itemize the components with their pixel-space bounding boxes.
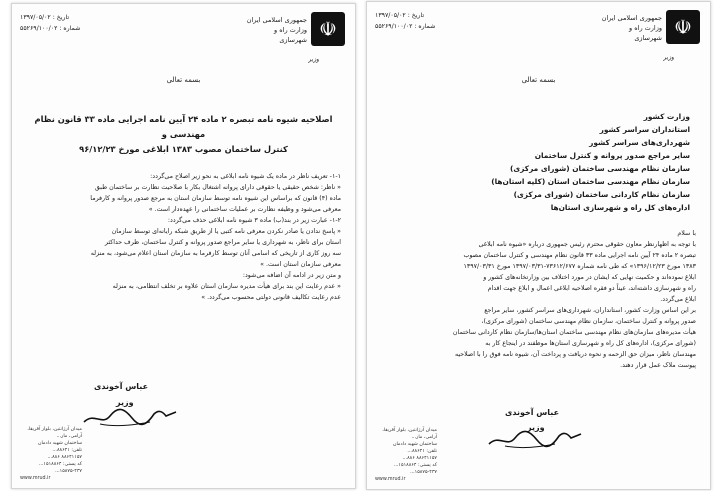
signer-name: عباس آخوندی bbox=[94, 382, 149, 391]
signer-role: وزیر bbox=[116, 398, 134, 407]
body-line: ۱۳۸۳ مورخ ۱۳۹۶/۱۲/۲۳» که طی نامه شماره ۷۳۶۱۲/۶۷۷-۱۳۹۷/۰۳/۳۱ مورخ ۱۳۹۷/۰۳/۳۱ bbox=[463, 263, 696, 270]
org-name bbox=[245, 15, 307, 45]
document-title bbox=[30, 112, 337, 157]
body-line: بر این اساس وزارت کشور، استانداران، شهرداری‌های سراسر کشور، سایر مراجع bbox=[484, 307, 696, 314]
letter-body bbox=[26, 171, 341, 303]
letter-footer bbox=[375, 427, 437, 483]
title-line-2: کنترل ساختمان مصوب ۱۳۸۳ ابلاغی مورخ ۹۶/۱۲/۲۳ bbox=[79, 144, 288, 154]
letter-body bbox=[381, 228, 696, 371]
body-line: استان برای ناظر، به شهرداری یا سایر مراجع صدور پروانه و کنترل ساختمان، ظرف حداکثر bbox=[104, 239, 341, 246]
body-line: (شورای مرکزی)، اداره‌های کل راه و شهرسازی استان‌ها موظفند در اینجاع کار به bbox=[485, 340, 696, 347]
body-line: « ناظر: شخص حقیقی یا حقوقی دارای پروانه اشتغال بکار با صلاحیت نظارت بر ساختمان طبق bbox=[94, 184, 341, 191]
recipient: وزارت کشور bbox=[643, 112, 690, 121]
letter-date: تاریخ : ۱۳۹۷/۰۵/۰۲ bbox=[375, 12, 425, 19]
title-line-1: اصلاحیه شیوه نامه تبصره ۲ ماده ۲۴ آیین نامه اجرایی ماده ۳۳ قانون نظام مهندسی و bbox=[34, 114, 333, 139]
signer-name: عباس آخوندی bbox=[505, 408, 560, 417]
footer-line: ۱۵۸۷۵-۴۳۷... bbox=[55, 469, 82, 474]
org-line-2: وزارت راه و شهرسازی bbox=[629, 24, 662, 42]
footer-line: میدان آرژانتین، بلوار آفریقا، bbox=[382, 428, 437, 433]
body-line: صدور پروانه و کنترل ساختمان، سازمان نظام مهندسی ساختمان (شورای مرکزی)، bbox=[481, 318, 696, 325]
iran-emblem-icon: ☫ bbox=[666, 10, 700, 44]
letter-date-number bbox=[20, 12, 110, 34]
body-line: ۱-۱- تعریف ناظر در ماده یک شیوه نامه ابلاغی به نحو زیر اصلاح می‌گردد: bbox=[150, 173, 341, 180]
org-line-1: جمهوری اسلامی ایران bbox=[601, 14, 662, 22]
body-line: « پاسخ ندادن یا صادر نکردن معرفی نامه کتبی یا از طریق شبکه رایانه‌ای توسط سازمان bbox=[111, 228, 341, 235]
letter-date-number bbox=[375, 10, 465, 32]
signature-icon bbox=[485, 426, 585, 452]
body-line: « عدم رعایت این بند برای هیأت مدیره سازمان استان علاوه بر تخلف انتظامی، به منزله bbox=[112, 283, 341, 290]
letter-page-amendment bbox=[11, 3, 356, 489]
salutation: با سلام bbox=[677, 230, 696, 237]
body-line: ابلاغ نموده‌اند و حکمیت نهایی که ایشان در مورد اختلاف بین وزارتخانه‌های کشور و bbox=[483, 274, 696, 281]
bismillah: بسمه تعالی bbox=[521, 76, 556, 84]
recipient: استانداران سراسر کشور bbox=[599, 125, 690, 134]
letter-number: شماره : ۵۵۲۶۹/۱۰۰/۰۲ bbox=[375, 23, 436, 30]
footer-line: کد پستی: ۱۵۱۸۸۶۴... bbox=[393, 463, 437, 468]
body-line: مهندسان ناظر، میزان حق الزحمه و نحوه دریافت و پرداخت آن، شیوه نامه فوق را با اصلاحیه bbox=[454, 351, 696, 358]
recipients-list bbox=[491, 110, 690, 214]
footer-line: ۱۵۸۷۵-۴۳۷... bbox=[410, 470, 437, 475]
signer-role: وزیر bbox=[527, 423, 545, 432]
footer-line: ساختمان شهید دادمان bbox=[392, 442, 437, 447]
letterhead-minister: وزیر bbox=[308, 56, 319, 63]
letter-number: شماره : ۵۵۲۶۹/۱۰۰/۰۲ bbox=[20, 25, 81, 32]
body-line: معرفی می‌شود و وظیفه نظارت بر عملیات ساختمانی را عهده‌دار است. » bbox=[148, 206, 341, 213]
footer-website: www.mrud.ir bbox=[375, 477, 406, 482]
letterhead bbox=[245, 12, 345, 52]
footer-line: کد پستی: ۱۵۱۸۸۶۴... bbox=[38, 462, 82, 467]
body-line: هیأت مدیره‌های سازمان‌های نظام مهندسی ساختمان استان‌ها/سازمان نظام کاردانی ساختمان bbox=[452, 329, 696, 336]
body-line: تبصره ۲ ماده ۲۴ آیین نامه اجرایی ماده ۳۳ قانون نظام مهندسی و کنترل ساختمان مصوب bbox=[463, 252, 696, 259]
recipient: شهرداری‌های سراسر کشور bbox=[589, 138, 690, 147]
org-line-1: جمهوری اسلامی ایران bbox=[246, 16, 307, 24]
iran-emblem-icon: ☫ bbox=[311, 12, 345, 46]
letter-date: تاریخ : ۱۳۹۷/۰۵/۰۲ bbox=[20, 14, 70, 21]
recipient: اداره‌های کل راه و شهرسازی استان‌ها bbox=[550, 203, 690, 212]
body-line: ماده (۴) قانون که براساس این شیوه نامه توسط سازمان استان به مرجع صدور پروانه و کارفرما bbox=[90, 195, 341, 202]
signature-icon bbox=[80, 404, 180, 430]
footer-line: تلفن: ۸۸۶۴۱... bbox=[407, 449, 437, 454]
recipient: سایر مراجع صدور پروانه و کنترل ساختمان bbox=[534, 151, 690, 160]
bismillah: بسمه تعالی bbox=[166, 76, 201, 84]
footer-line: ۸۸۶۴۱۱۵۷ ۸۸۶... bbox=[402, 456, 437, 461]
recipient: سازمان نظام مهندسی ساختمان استان (کلیه استان‌ها) bbox=[491, 177, 690, 186]
body-line: معرفی سازمان استان است. » bbox=[260, 261, 341, 268]
letter-page-cover bbox=[366, 1, 711, 490]
footer-line: میدان آرژانتین، بلوار آفریقا، bbox=[27, 427, 82, 432]
footer-line: ساختمان شهید دادمان bbox=[37, 441, 82, 446]
body-line: با توجه به اظهارنظر معاون حقوقی محترم رئیس جمهوری درباره «شیوه نامه ابلاغی bbox=[478, 241, 696, 248]
recipient: سازمان نظام کاردانی ساختمان (شورای مرکزی) bbox=[513, 190, 690, 199]
body-line: راه و شهرسازی داشته‌اند، عیناً دو فقره اصلاحیه ابلاغی اعمال و ابلاغ جهت اقدام bbox=[487, 285, 696, 292]
letterhead-minister: وزیر bbox=[663, 54, 674, 61]
body-line: سه روز کاری از تاریخی که اسامی آنان توسط کارفرما به سازمان استان اعلام می‌شود، به منزله bbox=[90, 250, 341, 257]
recipient: سازمان نظام مهندسی ساختمان (شورای مرکزی) bbox=[510, 164, 690, 173]
letterhead bbox=[600, 10, 700, 50]
footer-line: آرامی، مار... bbox=[411, 435, 437, 440]
footer-line: ۸۸۶۴۱۱۵۷ ۸۸۶... bbox=[47, 455, 82, 460]
body-line: پیوست ملاک عمل قرار دهند. bbox=[620, 362, 696, 369]
body-line: و متن زیر در ادامه آن اضافه می‌شود: bbox=[242, 272, 341, 279]
body-line: ۱-۲- عبارت زیر در بند(ب) ماده ۳ شیوه نامه ابلاغی حذف می‌گردد: bbox=[167, 217, 341, 224]
footer-website: www.mrud.ir bbox=[20, 476, 51, 481]
org-name bbox=[600, 13, 662, 43]
letter-footer bbox=[20, 426, 82, 482]
footer-line: تلفن: ۸۸۶۴۱... bbox=[52, 448, 82, 453]
body-line: ابلاغ می‌گردد. bbox=[660, 296, 696, 303]
footer-line: آرامی، مار... bbox=[56, 434, 82, 439]
org-line-2: وزارت راه و شهرسازی bbox=[274, 26, 307, 44]
body-line: عدم رعایت تکالیف قانونی دولتی محسوب می‌گردد. » bbox=[201, 294, 341, 301]
